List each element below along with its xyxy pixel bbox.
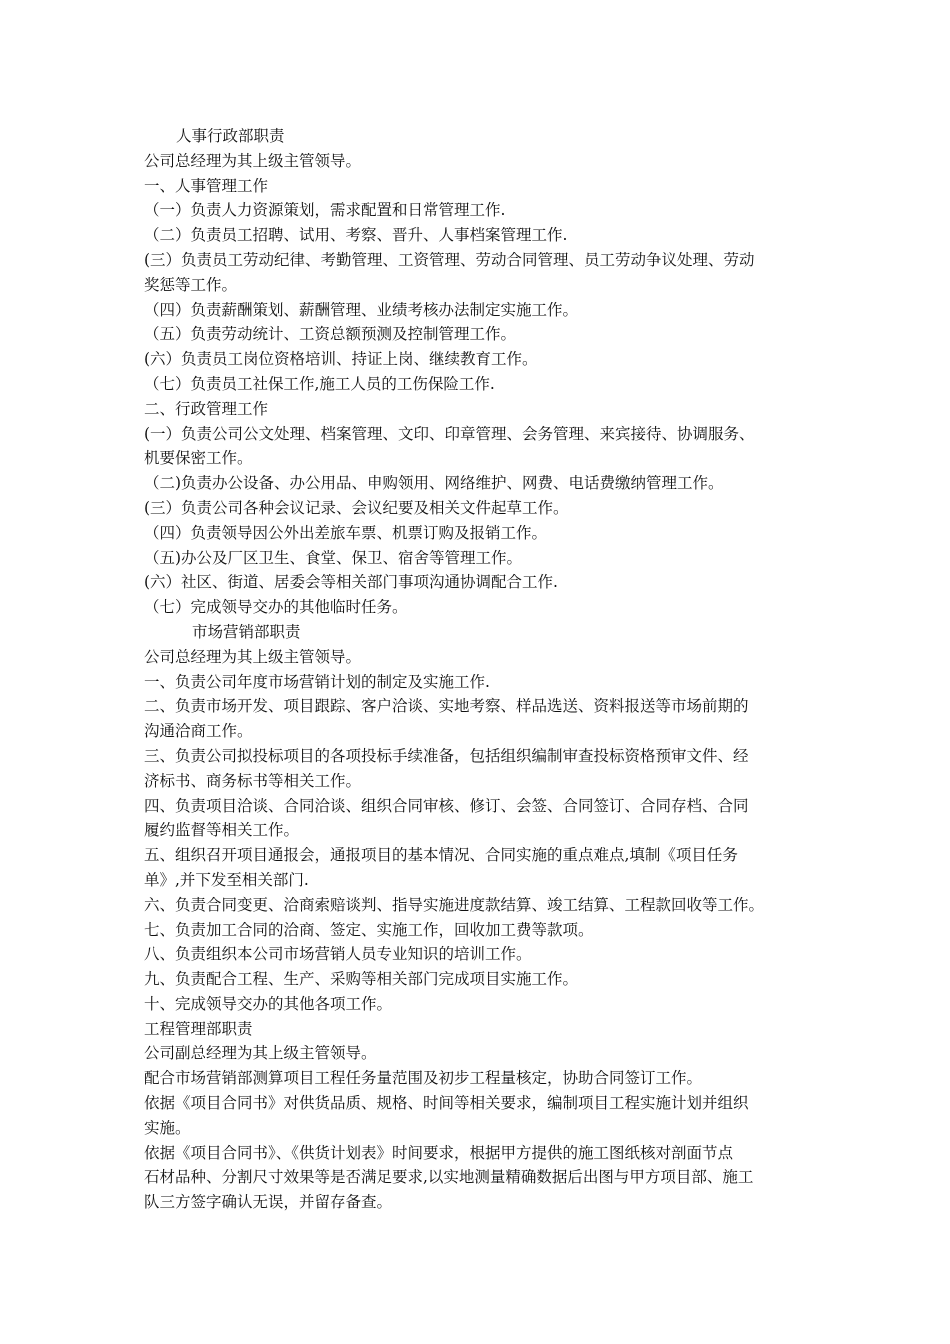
- text-line: 队三方签字确认无误，并留存备查。: [144, 1193, 393, 1212]
- text-line: 公司总经理为其上级主管领导。: [144, 151, 362, 170]
- text-line: 九、负责配合工程、生产、采购等相关部门完成项目实施工作。: [144, 970, 579, 989]
- text-line: （一）负责人力资源策划，需求配置和日常管理工作.: [144, 201, 506, 220]
- text-line: 公司副总经理为其上级主管领导。: [144, 1044, 377, 1063]
- section-heading-hr-admin: 人事行政部职责: [176, 127, 285, 145]
- text-line: 五、组织召开项目通报会，通报项目的基本情况、合同实施的重点难点,填制《项目任务: [144, 846, 738, 865]
- text-line: (六）负责员工岗位资格培训、持证上岗、继续教育工作。: [144, 350, 538, 369]
- document-body: [144, 124, 810, 1215]
- text-line: 沟通洽商工作。: [144, 722, 253, 741]
- text-line: (三）负责公司各种会议记录、会议纪要及相关文件起草工作。: [144, 498, 569, 517]
- text-line: (六）社区、街道、居委会等相关部门事项沟通协调配合工作.: [144, 573, 558, 592]
- text-line: (一）负责公司公文处理、档案管理、文印、印章管理、会务管理、来宾接待、协调服务、: [144, 424, 755, 443]
- text-line: 单》,并下发至相关部门.: [144, 870, 309, 889]
- text-line: 履约监督等相关工作。: [144, 821, 300, 840]
- text-line: (三）负责员工劳动纪律、考勤管理、工资管理、劳动合同管理、员工劳动争议处理、劳动: [144, 250, 755, 269]
- text-line: 三、负责公司拟投标项目的各项投标手续准备，包括组织编制审查投标资格预审文件、经: [144, 746, 749, 765]
- text-line: （五)办公及厂区卫生、食堂、保卫、宿舍等管理工作。: [144, 548, 523, 567]
- text-line: （二）负责员工招聘、试用、考察、晋升、人事档案管理工作.: [144, 226, 568, 245]
- text-line: （五）负责劳动统计、工资总额预测及控制管理工作。: [144, 325, 517, 344]
- text-line: 机要保密工作。: [144, 449, 253, 468]
- text-line: 实施。: [144, 1118, 191, 1137]
- text-line: （七）完成领导交办的其他临时任务。: [144, 598, 408, 617]
- subheading-administration: 二、行政管理工作: [144, 399, 269, 418]
- text-line: 一、负责公司年度市场营销计划的制定及实施工作.: [144, 672, 490, 691]
- text-line: 四、负责项目洽谈、合同洽谈、组织合同审核、修订、会签、合同签订、合同存档、合同: [144, 796, 749, 815]
- text-line: （四）负责领导因公外出差旅车票、机票订购及报销工作。: [144, 523, 548, 542]
- text-line: 六、负责合同变更、洽商索赔谈判、指导实施进度款结算、竣工结算、工程款回收等工作。: [144, 895, 765, 914]
- text-line: 奖惩等工作。: [144, 275, 238, 294]
- text-line: 济标书、商务标书等相关工作。: [144, 771, 362, 790]
- subheading-personnel: 一、人事管理工作: [144, 176, 269, 195]
- section-heading-marketing: 市场营销部职责: [192, 622, 301, 641]
- section-heading-engineering: 工程管理部职责: [144, 1019, 253, 1038]
- text-line: 石材品种、分割尺寸效果等是否满足要求,以实地测量精确数据后出图与甲方项目部、施工: [144, 1168, 754, 1187]
- text-line: 七、负责加工合同的洽商、签定、实施工作，回收加工费等款项。: [144, 920, 594, 939]
- text-line: 十、完成领导交办的其他各项工作。: [144, 994, 393, 1013]
- text-line: （四）负责薪酬策划、薪酬管理、业绩考核办法制定实施工作。: [144, 300, 579, 319]
- text-line: 八、负责组织本公司市场营销人员专业知识的培训工作。: [144, 945, 532, 964]
- text-line: 依据《项目合同书》、《供货计划表》时间要求，根据甲方提供的施工图纸核对剖面节点: [144, 1143, 734, 1162]
- text-line: 依据《项目合同书》对供货品质、规格、时间等相关要求，编制项目工程实施计划并组织: [144, 1094, 749, 1113]
- text-line: 二、负责市场开发、项目跟踪、客户洽谈、实地考察、样品选送、资料报送等市场前期的: [144, 697, 749, 716]
- text-line: （七）负责员工社保工作,施工人员的工伤保险工作.: [144, 374, 495, 393]
- text-line: 公司总经理为其上级主管领导。: [144, 647, 362, 666]
- text-line: （二)负责办公设备、办公用品、申购领用、网络维护、网费、电话费缴纳管理工作。: [144, 474, 724, 493]
- text-line: 配合市场营销部测算项目工程任务量范围及初步工程量核定，协助合同签订工作。: [144, 1069, 703, 1088]
